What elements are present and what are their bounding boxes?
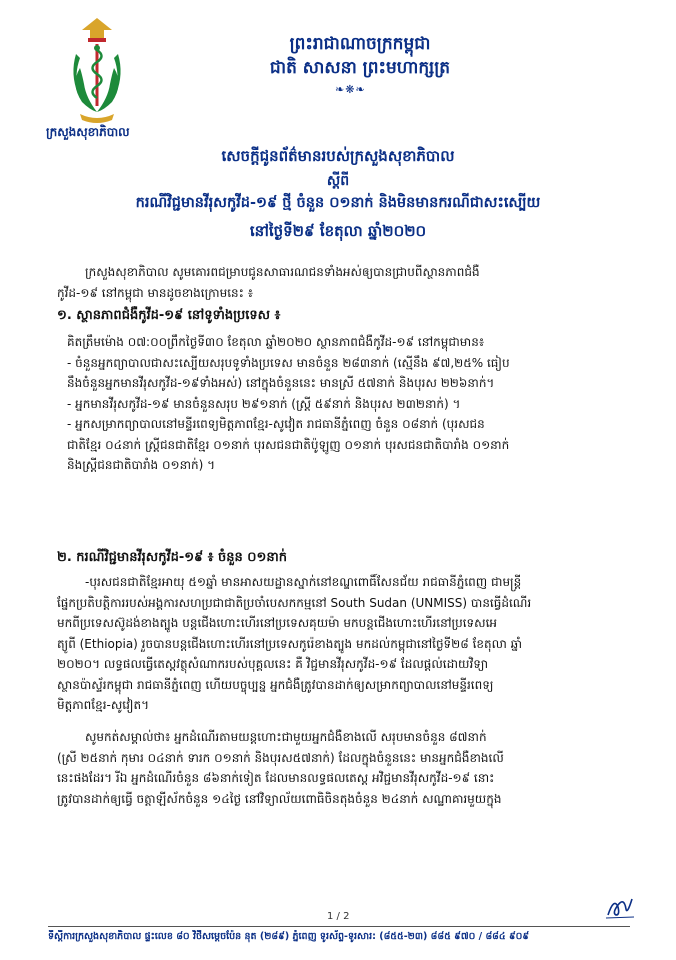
title-date: នៅថ្ងៃទី២៩ ខែតុលា ឆ្នាំ២០២០ [249,222,427,240]
footer-address: ទីស្តីការក្រសួងសុខាភិបាល ផ្ទះលេខ ៨០ វិថីសម្តេចប៉ែន នុត (២៨៩) ភ្នំពេញ ទូរស័ព្ទ-ទូរសារ: (៨៥៥-២៣) ៨៨៥ ៩៧០ / ៨៨៤ ៩០៩ [48,931,530,942]
national-motto: ជាតិ សាសនា ព្រះមហាក្សត្រ [269,58,451,78]
section-2-note-line: (ស្រី ២៥នាក់ កុមារ ០៤នាក់ ទារក ០១នាក់ និងបុរស៥៧នាក់) ដែលក្នុងចំនួននេះ មានអ្នកជំងឺខាងលើ [57,750,504,765]
press-release-title: សេចក្តីជូនព័ត៌មានរបស់ក្រសួងសុខាភិបាល [221,147,455,165]
section-2-note-line: នេះផងដែរ។ រីឯ អ្នកដំណើរចំនួន ៨៦នាក់ទៀត ដែលមានលទ្ធផលតេស្ត អវិជ្ជមានវីរុសកូវីដ-១៩ នោះ [57,771,495,785]
section-1-line: - អ្នកសម្រាកព្យាបាលនៅមន្ទីរពេទ្យមិត្តភាពខ្មែរ-សូវៀត រាជធានីភ្នំពេញ ចំនួន ០៨នាក់ (បុរសជន [67,417,485,431]
section-2-line: មិត្តភាពខ្មែរ-សូវៀត។ [57,698,149,712]
section-2-note [57,727,639,809]
footer-divider [48,926,630,927]
section-2-line: ២០២០។ លទ្ធផលធ្វើតេស្តវត្ថុសំណាករបស់បុគ្គលនេះ គឺ វិជ្ជមានវីរុសកូវីដ-១៩ ដែលផ្តល់ដោយវិទ្យា [57,657,489,671]
title-regarding: ស្តីពី [326,173,350,189]
section-2-line: មកពីប្រទេសស៊ូដង់ខាងត្បូង បន្តជើងហោះហើរនៅប្រទេសគុយម៉ា មកបន្តជើងហោះហើរនៅប្រទេសអេ [57,616,497,630]
header-ornament: ❧❋❧ [335,83,366,96]
section-2-line: ស្ថានប៉ាស្ទ័រកម្ពុជា រាជធានីភ្នំពេញ ហើយបច្ចុប្បន្ន អ្នកជំងឺត្រូវបានដាក់ឲ្យសម្រាកព្យាបាលនៅមន្ទីរពេទ្យ [57,677,494,692]
section-1-heading: ១. ស្ថានភាពជំងឺកូវីដ-១៩ នៅទូទាំងប្រទេស ៖ [57,308,281,323]
section-1-line: ជាតិខ្មែរ ០៤នាក់ ស្ត្រីជនជាតិខ្មែរ ០១នាក់ បុរសជនជាតិប៉ូឡូញ ០១នាក់ បុរសជនជាតិបារាំង ០១នាក់ [67,437,510,452]
section-2-body [57,572,639,716]
section-2 [57,548,639,569]
kingdom-name: ព្រះរាជាណាចក្រកម្ពុជា [289,34,431,54]
ministry-name-under-logo: ក្រសួងសុខាភិបាល [46,125,130,139]
section-2-line: ផ្នែកប្រតិបត្តិការរបស់អង្គការសហប្រជាជាតិប្រចាំបេសកកម្មនៅ South Sudan (UNMISS) បានធ្វើដំណើរ [57,595,532,610]
section-2-line: -បុរសជនជាតិខ្មែរអាយុ ៥១ឆ្នាំ មានអាសយដ្ឋានស្នាក់នៅខណ្ឌពោធិ៍សែនជ័យ រាជធានីភ្នំពេញ ជាមន្ត្រី [85,575,522,589]
ministry-emblem-logo [66,14,128,126]
section-1-line: នឹងចំនួនអ្នកមានវីរុសកូវីដ-១៩ទាំងអស់) នៅក្នុងចំនួននេះ មានស្រី ៥៧នាក់ និងបុរស ២២៦នាក់។ [67,376,495,390]
intro-paragraph [57,262,639,303]
section-2-note-line: សូមកត់សម្គាល់ថា៖ អ្នកដំណើរតាមយន្តហោះជាមួយអ្នកជំងឺខាងលើ សរុបមានចំនួន ៨៧នាក់ [85,730,487,744]
section-2-note-line: ត្រូវបានដាក់ឲ្យធ្វើ ចត្តាឡីស័កចំនួន ១៤ថ្ងៃ នៅវិទ្យាល័យពោធិចិនតុងចំនួន ២៤នាក់ សណ្ឋាគារមួយក្នុង [57,791,502,806]
intro-line: កូវីដ-១៩ នៅកម្ពុជា មានដូចខាងក្រោមនេះ ៖ [57,285,254,300]
page-number: 1 / 2 [327,911,350,922]
section-1 [57,306,639,327]
section-1-line: - អ្នកមានវីរុសកូវីដ-១៩ មានចំនួនសរុប ២៩១នាក់ (ស្ត្រី ៥៩នាក់ និងបុរស ២៣២នាក់) ។ [67,396,461,411]
section-1-body [57,332,639,476]
title-subject: ករណីវិជ្ជមានវីរុសកូវីដ-១៩ ថ្មី ចំនួន ០១នាក់ និងមិនមានករណីជាសះស្បើយ [135,195,541,211]
section-1-line: - ចំនួនអ្នកព្យាបាលជាសះស្បើយសរុបទូទាំងប្រទេស មានចំនួន ២៨៣នាក់ (ស្មើនឹង ៩៧,២៥% ធៀប [67,355,510,370]
section-1-line: គិតត្រឹមម៉ោង ០៧:០០ព្រឹកថ្ងៃទី៣០ ខែតុលា ឆ្នាំ២០២០ ស្ថានភាពជំងឺកូវីដ-១៩ នៅកម្ពុជាមាន៖ [67,335,485,349]
section-1-line: និងស្ត្រីជនជាតិបារាំង ០១នាក់) ។ [67,458,216,472]
section-2-line: ត្យូពី (Ethiopia) រួចបានបន្តជើងហោះហើរនៅប្រទេសកូរ៉េខាងត្បូង មកដល់កម្ពុជានៅថ្ងៃទី២៨ ខែតុលា ឆ្នាំ [57,636,523,651]
section-2-heading: ២. ករណីវិជ្ជមានវីរុសកូវីដ-១៩ ៖ ចំនួន ០១នាក់ [57,550,287,565]
intro-line: ក្រសួងសុខាភិបាល សូមគោរពជម្រាបជូនសាធារណជនទាំងអស់ឲ្យបានជ្រាបពីស្ថានភាពជំងឺ [85,265,480,279]
signature-initial [604,893,636,921]
